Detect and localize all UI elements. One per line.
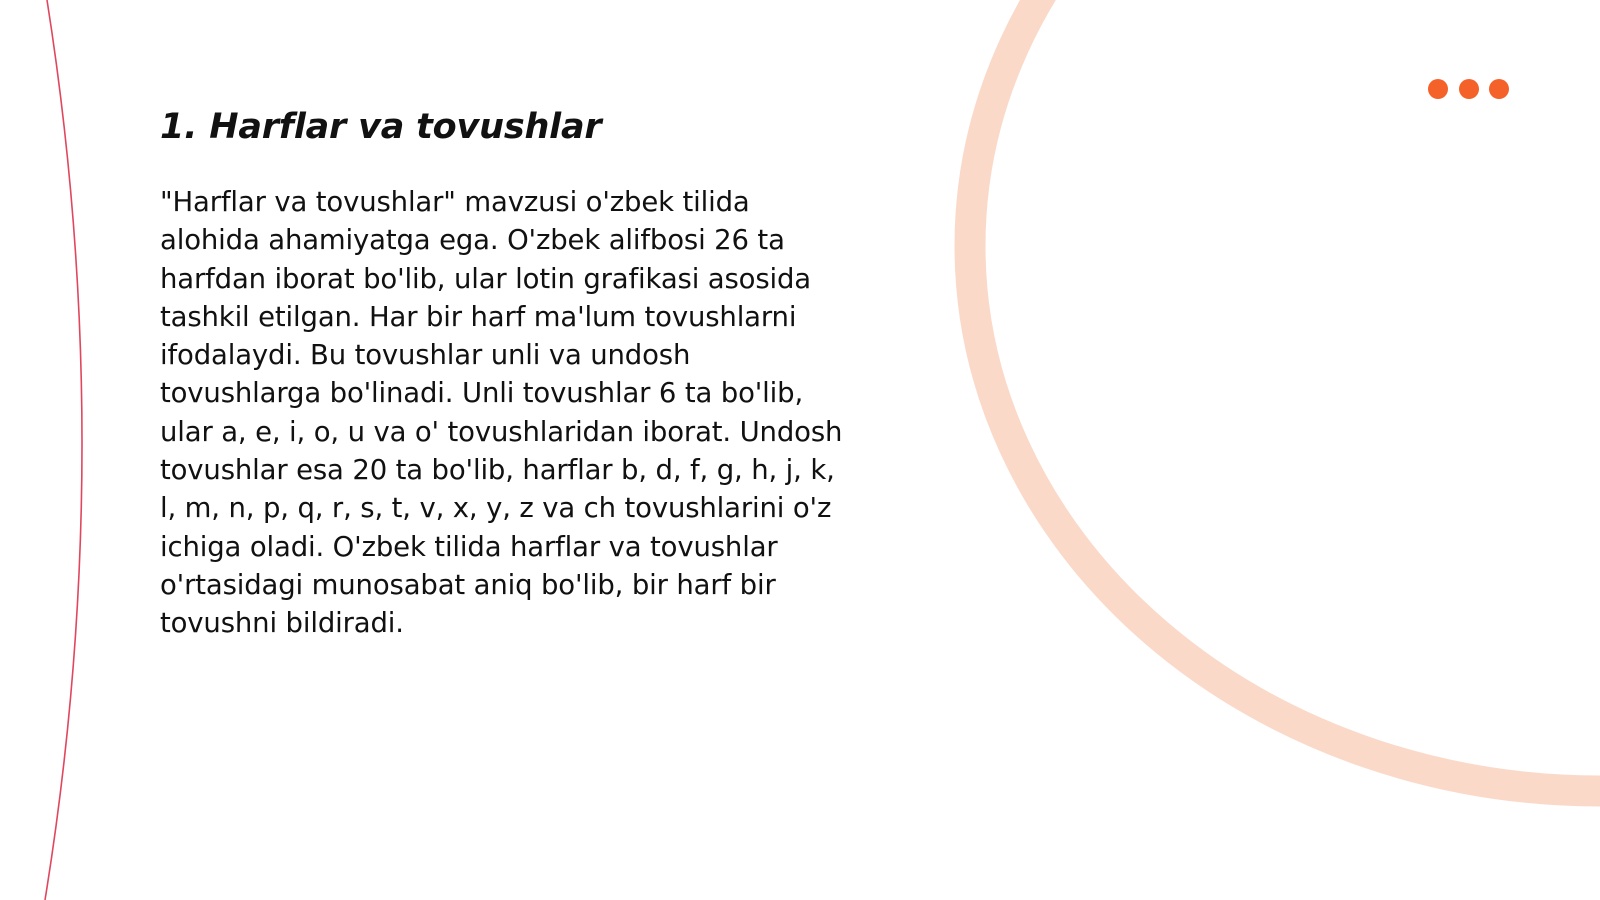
dot	[1428, 79, 1448, 99]
left-curve-line	[45, 0, 82, 900]
dot	[1489, 79, 1509, 99]
slide-title: 1. Harflar va tovushlar	[160, 107, 602, 147]
decorative-arc	[970, 0, 1600, 791]
three-dots-icon	[1428, 79, 1509, 99]
slide-body-text: "Harflar va tovushlar" mavzusi o'zbek tilida alohida ahamiyatga ega. O'zbek alifbosi 26 ta harfdan iborat bo'lib, ular lotin grafikasi asosida tashkil etilgan. Har bir harf ma'lum tovushlarni ifodalaydi. Bu tovushlar unli va undosh tovushlarga bo'linadi. Unli tovushlar 6 ta bo'lib, ular a, e, i, o, u va o' tovushlaridan iborat. Undosh tovushlar esa 20 ta bo'lib, harflar b, d, f, g, h, j, k, l, m, n, p, q, r, s, t, v, x, y, z va ch tovushlarini o'z ichiga oladi. O'zbek tilida harflar va tovushlar o'rtasidagi munosabat aniq bo'lib, bir harf bir tovushni bildiradi.	[160, 186, 843, 640]
dot	[1459, 79, 1479, 99]
